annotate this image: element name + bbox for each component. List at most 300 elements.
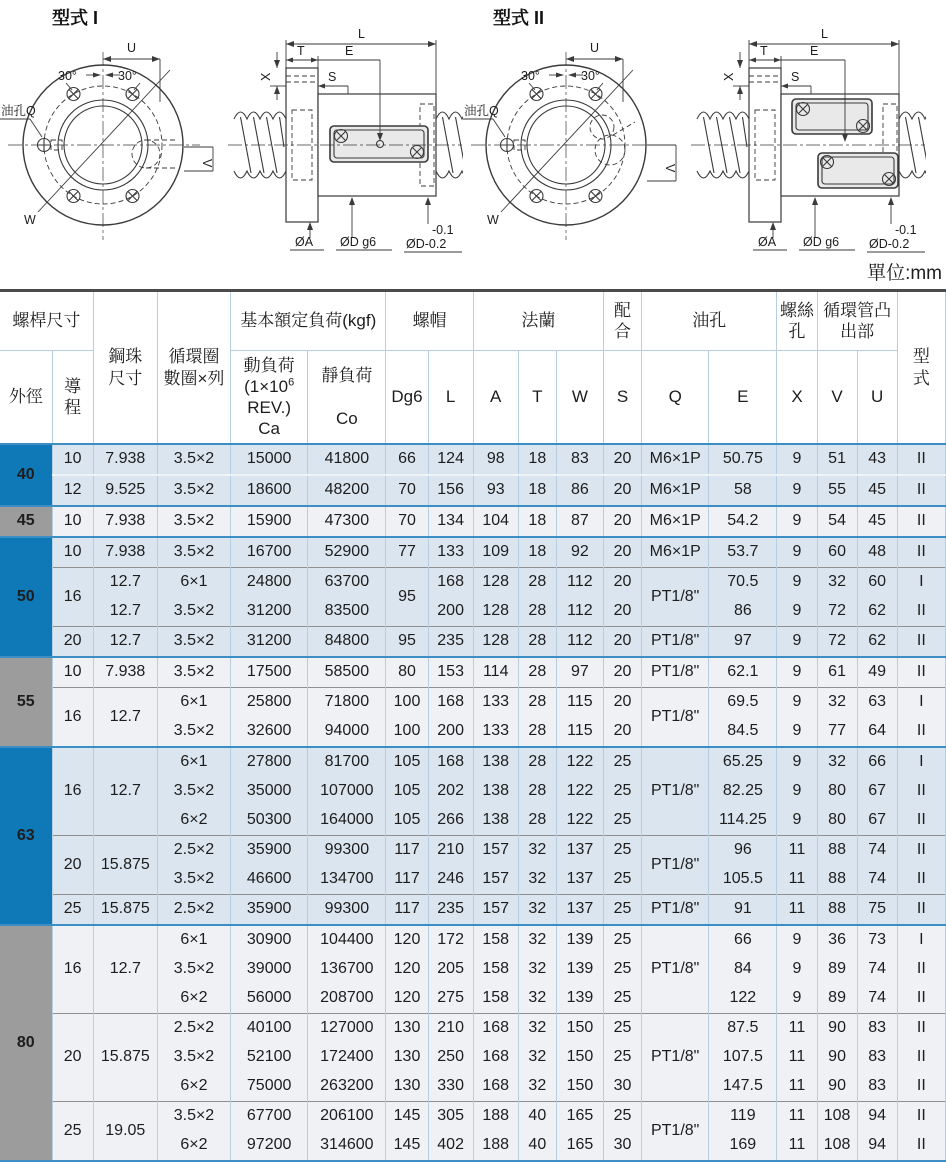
cell: 28 (518, 747, 556, 777)
cell: 18 (518, 475, 556, 506)
cell: II (897, 444, 945, 475)
cell: 67700 (231, 1102, 308, 1132)
cell: 25 (604, 895, 642, 926)
cell: 100 (386, 688, 428, 718)
cell: 157 (473, 895, 518, 926)
cell: 66 (386, 444, 428, 475)
cell: 134 (428, 506, 473, 537)
cell: 15900 (231, 506, 308, 537)
cell: 2.5×2 (157, 836, 230, 866)
cell: 9 (777, 925, 817, 955)
header-col-u: U (857, 351, 897, 445)
cell: 11 (777, 895, 817, 926)
cell: 158 (473, 955, 518, 984)
cell: 168 (428, 568, 473, 598)
cell: 40 (518, 1102, 556, 1132)
cell: 165 (556, 1131, 603, 1161)
table-row (0, 1102, 946, 1132)
cell: 80 (386, 657, 428, 688)
cell: 95 (386, 568, 428, 627)
cell: 24800 (231, 568, 308, 598)
cell: 67 (857, 806, 897, 836)
cell: 70 (386, 506, 428, 537)
cell: 50.75 (709, 444, 777, 475)
cell: 97 (709, 627, 777, 658)
cell: 15.875 (93, 1014, 157, 1102)
cell: 15.875 (93, 836, 157, 895)
diagram-section (0, 0, 946, 256)
cell: 145 (386, 1131, 428, 1161)
cell: 266 (428, 806, 473, 836)
cell: 32 (518, 955, 556, 984)
header-oil-hole: 油孔 (642, 291, 777, 351)
cell: 6×1 (157, 688, 230, 718)
cell: 49 (857, 657, 897, 688)
cell: 107.5 (709, 1043, 777, 1072)
cell: 86 (556, 475, 603, 506)
cell: 98 (473, 444, 518, 475)
cell: 3.5×2 (157, 1043, 230, 1072)
header-col-dg6: Dg6 (386, 351, 428, 445)
cell: 32 (518, 1043, 556, 1072)
cell: 150 (556, 1014, 603, 1044)
cell: 235 (428, 627, 473, 658)
table-row (0, 444, 946, 475)
cell: 205 (428, 955, 473, 984)
cell: 88 (817, 895, 857, 926)
cell: 74 (857, 836, 897, 866)
cell: 12.7 (93, 925, 157, 1014)
cell: 45 (857, 475, 897, 506)
cell: PT1/8" (642, 1014, 709, 1102)
cell: 108 (817, 1102, 857, 1132)
cell: 6×1 (157, 568, 230, 598)
cell: 19.05 (93, 1102, 157, 1162)
cell: 157 (473, 865, 518, 895)
cell: 93 (473, 475, 518, 506)
cell: 11 (777, 1043, 817, 1072)
cell: 104 (473, 506, 518, 537)
table-row (0, 568, 946, 598)
cell: 9 (777, 444, 817, 475)
tol-bottom-label: ØD-0.2 (406, 237, 447, 251)
cell: 3.5×2 (157, 1102, 230, 1132)
cell: 82.25 (709, 777, 777, 806)
cell: II (897, 1102, 945, 1132)
cell: 32 (518, 836, 556, 866)
cell: 9.525 (93, 475, 157, 506)
type1-front-view (0, 41, 214, 240)
cell: 130 (386, 1072, 428, 1102)
cell: 25 (604, 955, 642, 984)
cell: 25 (604, 925, 642, 955)
cell: 30 (604, 1131, 642, 1161)
oil-hole-label: 油孔Q (464, 104, 499, 118)
cell: 3.5×2 (157, 444, 230, 475)
cell: 74 (857, 984, 897, 1014)
cell: 15.875 (93, 895, 157, 926)
cell: 130 (386, 1043, 428, 1072)
cell: II (897, 537, 945, 568)
cell: 89 (817, 984, 857, 1014)
cell: 114.25 (709, 806, 777, 836)
cell: 62 (857, 597, 897, 627)
cell: 9 (777, 475, 817, 506)
dim-u-label: U (127, 41, 137, 55)
cell: 74 (857, 955, 897, 984)
cell: 69.5 (709, 688, 777, 718)
header-col-w: W (556, 351, 603, 445)
header-fit: 配 合 (604, 291, 642, 351)
cell: 41800 (308, 444, 386, 475)
cell: 51 (817, 444, 857, 475)
cell: 128 (473, 568, 518, 598)
cell: 128 (473, 597, 518, 627)
cell: 62 (857, 627, 897, 658)
cell: II (897, 777, 945, 806)
dim-l-label: L (358, 27, 365, 41)
cell: 32 (817, 747, 857, 777)
cell: 122 (556, 806, 603, 836)
cell: 16 (52, 925, 93, 1014)
cell: 20 (604, 717, 642, 747)
cell: 88 (817, 865, 857, 895)
cell: II (897, 657, 945, 688)
cell: 150 (556, 1043, 603, 1072)
cell: II (897, 717, 945, 747)
cell: 60 (817, 537, 857, 568)
cell: 25 (52, 1102, 93, 1162)
cell: 150 (556, 1072, 603, 1102)
cell: 20 (604, 537, 642, 568)
cell: 11 (777, 1014, 817, 1044)
cell: 80 (817, 777, 857, 806)
table-row (0, 506, 946, 537)
row-group-label: 55 (0, 657, 52, 747)
cell: 3.5×2 (157, 657, 230, 688)
header-static-load: 靜負荷 Co (308, 351, 386, 445)
cell: 3.5×2 (157, 865, 230, 895)
cell: 3.5×2 (157, 506, 230, 537)
header-type: 型 式 (897, 291, 945, 445)
cell: 12.7 (93, 597, 157, 627)
cell: II (897, 1072, 945, 1102)
cell: 32 (817, 688, 857, 718)
cell: 52100 (231, 1043, 308, 1072)
cell: II (897, 1131, 945, 1161)
cell: PT1/8" (642, 657, 709, 688)
header-col-s: S (604, 351, 642, 445)
cell: 90 (817, 1072, 857, 1102)
cell: PT1/8" (642, 747, 709, 836)
cell: 164000 (308, 806, 386, 836)
cell: 92 (556, 537, 603, 568)
table-row (0, 657, 946, 688)
cell: 138 (473, 747, 518, 777)
cell: 134700 (308, 865, 386, 895)
type1-diagram (0, 0, 463, 256)
cell: 58500 (308, 657, 386, 688)
cell: 117 (386, 895, 428, 926)
return-tube (330, 126, 428, 162)
header-circuits: 循環圈 數圈×列 (157, 291, 230, 445)
cell: 18 (518, 444, 556, 475)
cell: 90 (817, 1014, 857, 1044)
header-col-a: A (473, 351, 518, 445)
cell: 3.5×2 (157, 777, 230, 806)
cell: 137 (556, 836, 603, 866)
cell: 3.5×2 (157, 717, 230, 747)
cell: 83 (857, 1072, 897, 1102)
cell: 9 (777, 627, 817, 658)
cell: 3.5×2 (157, 955, 230, 984)
cell: 47300 (308, 506, 386, 537)
cell: 12.7 (93, 568, 157, 598)
cell: 11 (777, 1131, 817, 1161)
dim-w-label: W (24, 213, 36, 227)
cell: PT1/8" (642, 836, 709, 895)
row-group-label: 40 (0, 444, 52, 506)
cell: 27800 (231, 747, 308, 777)
cell: 105 (386, 806, 428, 836)
cell: 11 (777, 836, 817, 866)
cell: 105 (386, 777, 428, 806)
cell: 122 (709, 984, 777, 1014)
cell: 75000 (231, 1072, 308, 1102)
cell: 25 (604, 836, 642, 866)
cell: 20 (52, 836, 93, 895)
cell: 188 (473, 1102, 518, 1132)
cell: 9 (777, 955, 817, 984)
cell: 77 (386, 537, 428, 568)
cell: 20 (604, 688, 642, 718)
header-nut: 螺帽 (386, 291, 473, 351)
header-ball-size: 鋼珠 尺寸 (93, 291, 157, 445)
cell: 9 (777, 537, 817, 568)
cell: 138 (473, 806, 518, 836)
cell: PT1/8" (642, 895, 709, 926)
dim-s-label: S (328, 70, 337, 84)
cell: M6×1P (642, 444, 709, 475)
cell: II (897, 475, 945, 506)
cell: 28 (518, 688, 556, 718)
cell: 168 (473, 1014, 518, 1044)
cell: 25 (604, 1043, 642, 1072)
cell: 124 (428, 444, 473, 475)
cell: 90 (817, 1043, 857, 1072)
cell: 147.5 (709, 1072, 777, 1102)
cell: 9 (777, 747, 817, 777)
cell: II (897, 1043, 945, 1072)
cell: 9 (777, 777, 817, 806)
dia-d-label: ØD g6 (340, 235, 377, 249)
cell: II (897, 627, 945, 658)
dim-x-label: X (722, 72, 736, 81)
cell: 127000 (308, 1014, 386, 1044)
header-screw-hole: 螺絲 孔 (777, 291, 817, 351)
cell: 210 (428, 836, 473, 866)
cell: 130 (386, 1014, 428, 1044)
cell: 32 (518, 984, 556, 1014)
table-row (0, 537, 946, 568)
cell: 136700 (308, 955, 386, 984)
cell: 188 (473, 1131, 518, 1161)
angle-left-label: 30° (521, 69, 540, 83)
dim-v-label: V (200, 159, 214, 168)
cell: 70 (386, 475, 428, 506)
cell: 50300 (231, 806, 308, 836)
tube-exit-hidden (132, 140, 160, 168)
header-tube-protrusion: 循環管凸 出部 (817, 291, 897, 351)
cell: 17500 (231, 657, 308, 688)
cell: 32 (518, 865, 556, 895)
cell: 172 (428, 925, 473, 955)
cell: I (897, 925, 945, 955)
cell: 15000 (231, 444, 308, 475)
angle-right-label: 30° (581, 69, 600, 83)
return-tube-upper (792, 99, 872, 134)
header-dynamic-load: 動負荷 ($1\times 10^6$ REV.) Ca (231, 351, 308, 445)
header-col-l: L (428, 351, 473, 445)
cell: 7.938 (93, 657, 157, 688)
cell: 65.25 (709, 747, 777, 777)
cell: II (897, 895, 945, 926)
cell: 96 (709, 836, 777, 866)
cell: 156 (428, 475, 473, 506)
cell: 208700 (308, 984, 386, 1014)
cell: 9 (777, 506, 817, 537)
type2-side-view (691, 27, 926, 252)
cell: 115 (556, 717, 603, 747)
header-col-x: X (777, 351, 817, 445)
cell: PT1/8" (642, 925, 709, 1014)
cell: 122 (556, 777, 603, 806)
cell: 46600 (231, 865, 308, 895)
cell: 107000 (308, 777, 386, 806)
cell: 139 (556, 984, 603, 1014)
cell: 94000 (308, 717, 386, 747)
cell: 11 (777, 865, 817, 895)
header-col-e: E (709, 351, 777, 445)
cell: 83 (857, 1014, 897, 1044)
cell: 9 (777, 597, 817, 627)
row-group-label: 50 (0, 537, 52, 657)
cell: 67 (857, 777, 897, 806)
cell: 97200 (231, 1131, 308, 1161)
type1-title: 型式 I (52, 8, 99, 28)
dim-e-label: E (345, 44, 354, 58)
cell: 28 (518, 657, 556, 688)
cell: 330 (428, 1072, 473, 1102)
cell: 12.7 (93, 627, 157, 658)
cell: 18 (518, 506, 556, 537)
cell: I (897, 568, 945, 598)
cell: 168 (428, 747, 473, 777)
cell: 80 (817, 806, 857, 836)
cell: 20 (604, 475, 642, 506)
cell: 87.5 (709, 1014, 777, 1044)
cell: 53.7 (709, 537, 777, 568)
cell: 20 (604, 506, 642, 537)
header-col-v: V (817, 351, 857, 445)
dim-t-label: T (760, 44, 768, 58)
header-screw-size: 螺桿尺寸 (0, 291, 93, 351)
cell: 12 (52, 475, 93, 506)
cell: 104400 (308, 925, 386, 955)
cell: 16 (52, 747, 93, 836)
cell: 128 (473, 627, 518, 658)
cell: M6×1P (642, 475, 709, 506)
cell: 137 (556, 865, 603, 895)
cell: 94 (857, 1102, 897, 1132)
cell: 25 (604, 1014, 642, 1044)
row-group-label: 63 (0, 747, 52, 925)
cell: 200 (428, 597, 473, 627)
cell: 10 (52, 506, 93, 537)
cell: 206100 (308, 1102, 386, 1132)
cell: 20 (604, 597, 642, 627)
cell: 112 (556, 627, 603, 658)
cell: 2.5×2 (157, 895, 230, 926)
cell: 137 (556, 895, 603, 926)
cell: 58 (709, 475, 777, 506)
cell: 122 (556, 747, 603, 777)
cell: 9 (777, 688, 817, 718)
cell: 133 (473, 688, 518, 718)
cell: 95 (386, 627, 428, 658)
dim-l-label: L (821, 27, 828, 41)
cell: 83500 (308, 597, 386, 627)
cell: 169 (709, 1131, 777, 1161)
cell: PT1/8" (642, 688, 709, 748)
cell: 200 (428, 717, 473, 747)
cell: 35000 (231, 777, 308, 806)
cell: 9 (777, 717, 817, 747)
cell: 105.5 (709, 865, 777, 895)
cell: I (897, 688, 945, 718)
cell: 25 (604, 747, 642, 777)
cell: 63700 (308, 568, 386, 598)
cell: 6×2 (157, 1131, 230, 1161)
tol-bottom-label: ØD-0.2 (869, 237, 910, 251)
cell: 10 (52, 444, 93, 475)
cell: 31200 (231, 627, 308, 658)
cell: 28 (518, 717, 556, 747)
cell: 40100 (231, 1014, 308, 1044)
cell: 138 (473, 777, 518, 806)
cell: 16700 (231, 537, 308, 568)
table-body (0, 444, 946, 1161)
cell: 275 (428, 984, 473, 1014)
cell: 74 (857, 865, 897, 895)
cell: 62.1 (709, 657, 777, 688)
cell: II (897, 506, 945, 537)
cell: 36 (817, 925, 857, 955)
cell: 16 (52, 568, 93, 627)
unit-label: 單位:mm (867, 263, 942, 284)
tol-top-label: -0.1 (432, 223, 454, 237)
cell: 66 (709, 925, 777, 955)
cell: 7.938 (93, 506, 157, 537)
return-tube-lower (818, 153, 898, 188)
header-basic-load: 基本額定負荷(kgf) (231, 291, 386, 351)
cell: 25 (604, 1102, 642, 1132)
cell: 120 (386, 984, 428, 1014)
cell: 9 (777, 657, 817, 688)
cell: 145 (386, 1102, 428, 1132)
cell: 9 (777, 984, 817, 1014)
type1-side-view (228, 27, 463, 252)
